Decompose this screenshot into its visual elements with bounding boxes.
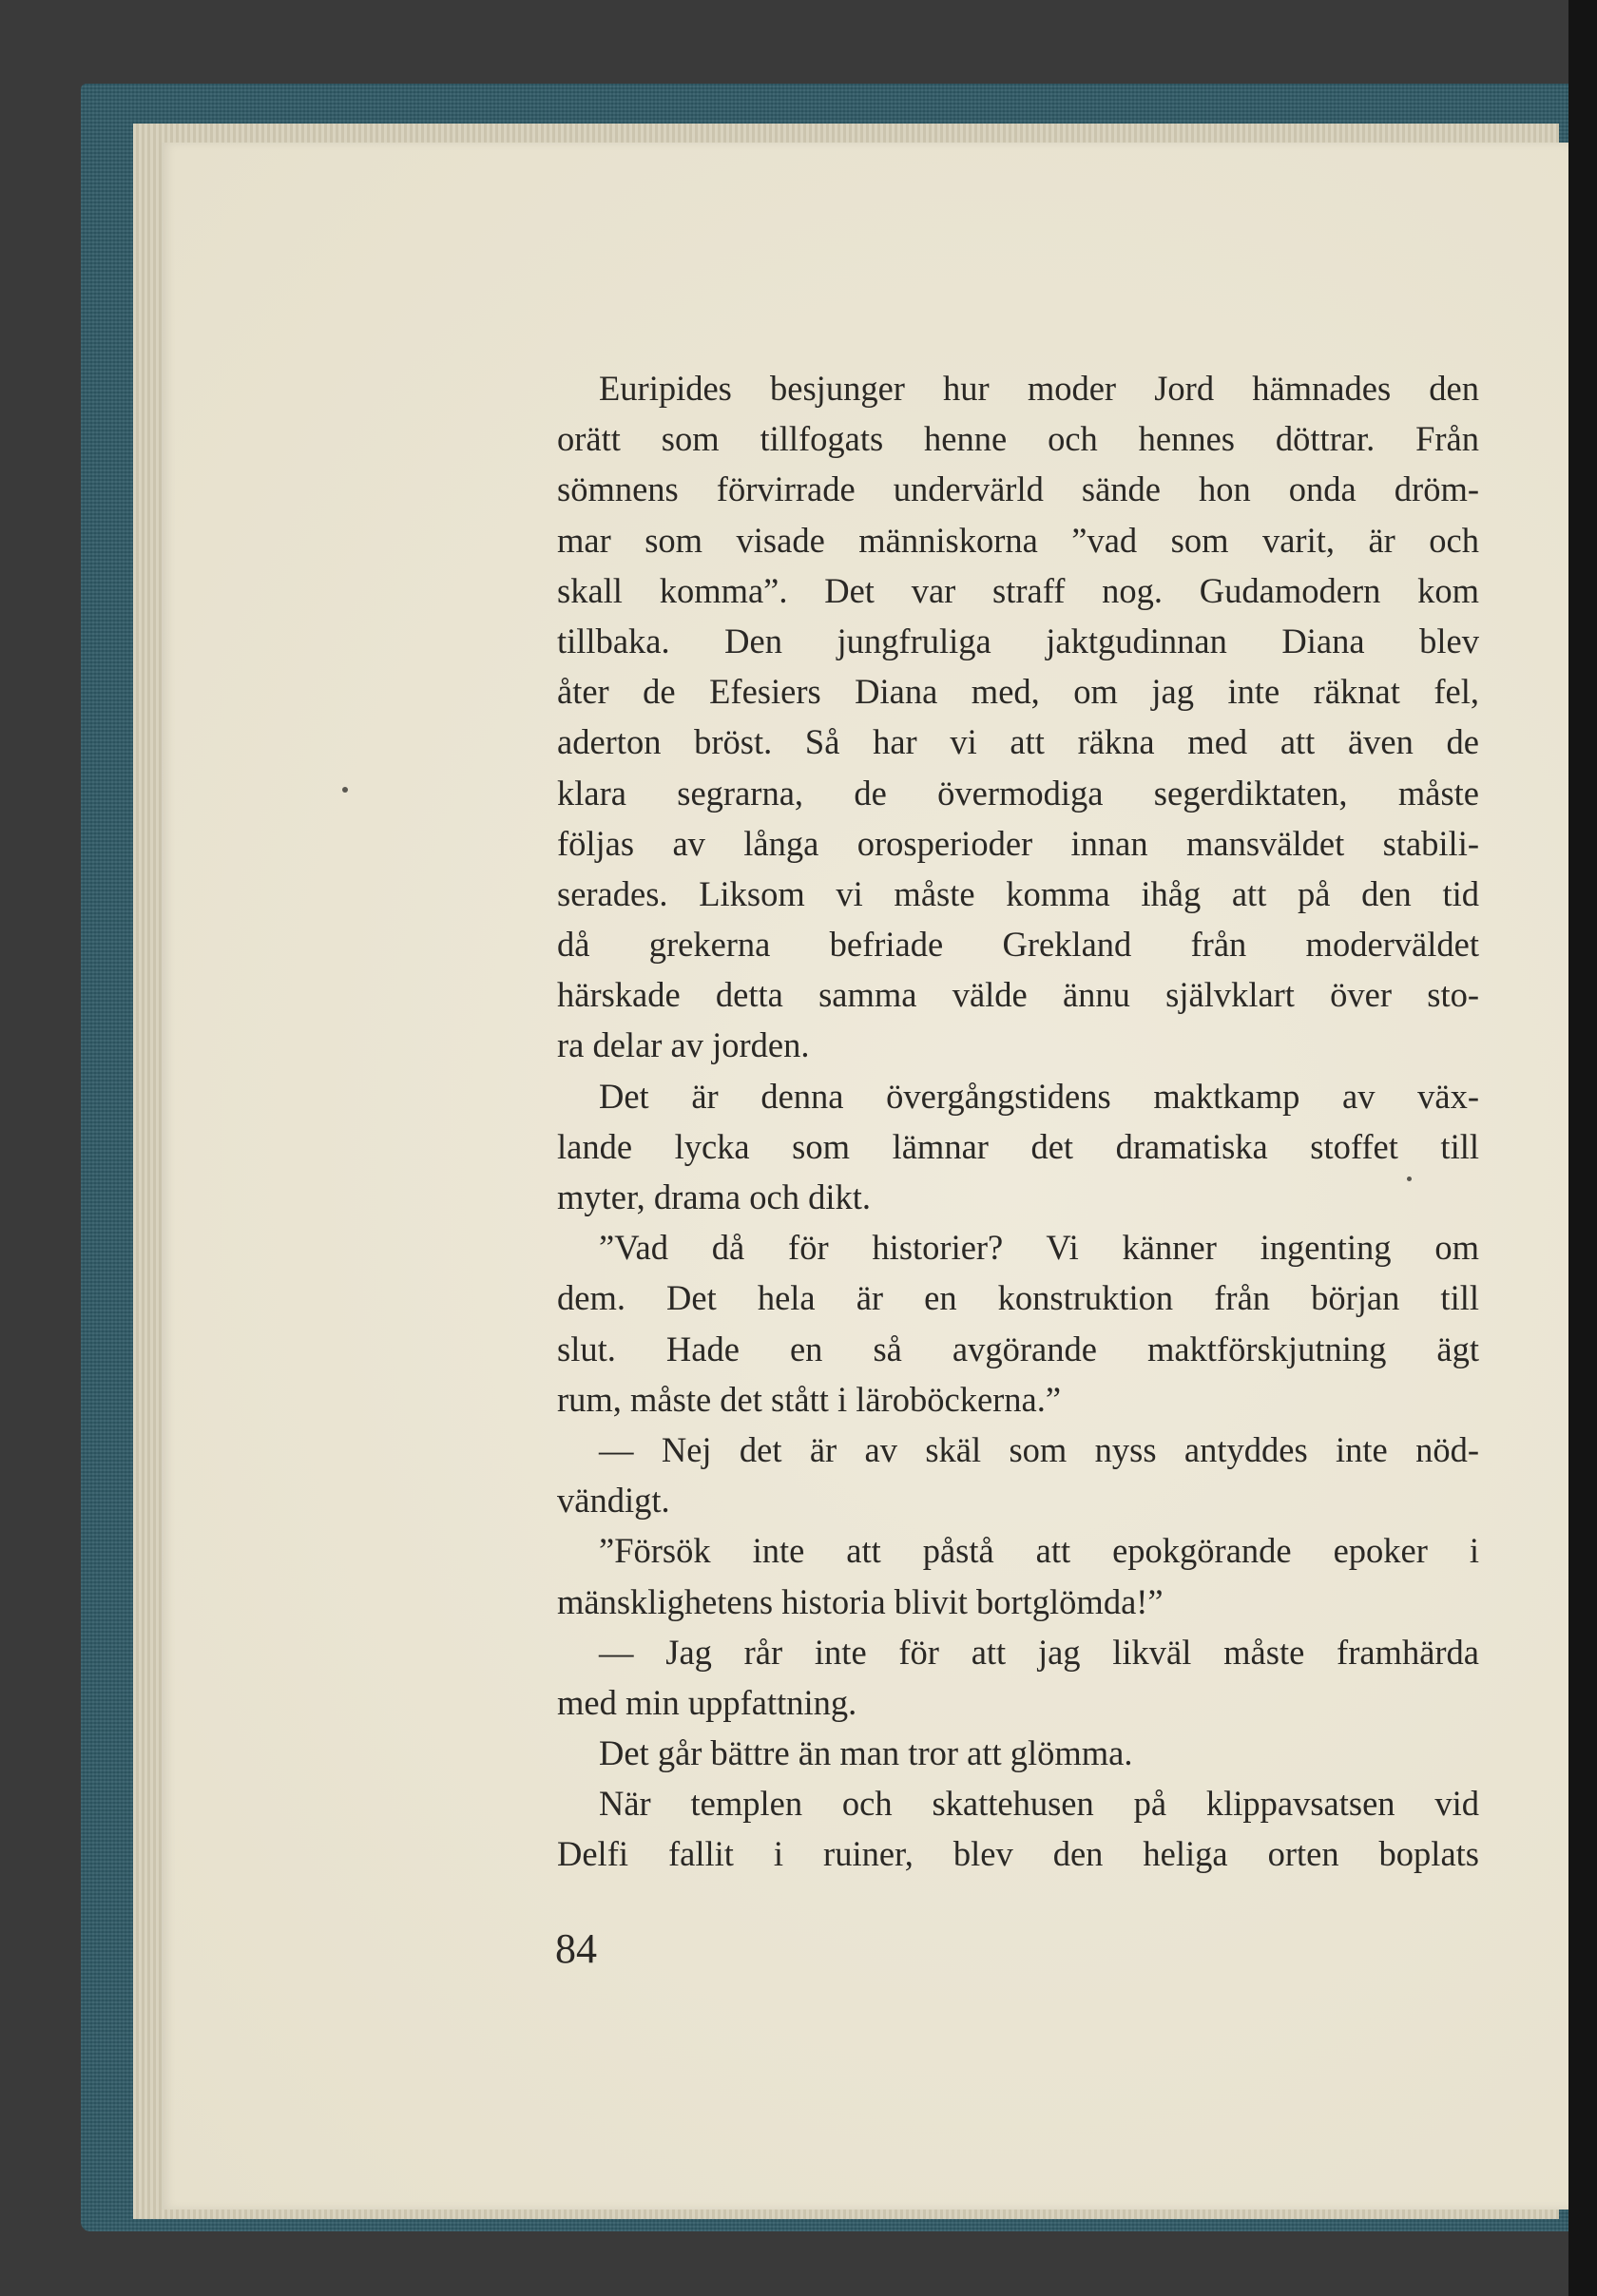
text-line: skall komma”. Det var straff nog. Gudamodern kom	[557, 570, 1479, 610]
text-line: lande lycka som lämnar det dramatiska stoffet till	[557, 1126, 1479, 1166]
body-text	[557, 363, 1479, 1880]
text-line: myter, drama och dikt.	[557, 1177, 871, 1216]
background-edge	[1568, 0, 1597, 2296]
text-line: Delfi fallit i ruiner, blev den heliga orten boplats	[557, 1834, 1479, 1874]
text-line: — Jag rår inte för att jag likväl måste framhärda	[599, 1632, 1479, 1672]
text-line: serades. Liksom vi måste komma ihåg att på den tid	[557, 873, 1479, 913]
text-line: då grekerna befriade Grekland från moderväldet	[557, 925, 1479, 965]
text-line: åter de Efesiers Diana med, om jag inte räknat fel,	[557, 672, 1479, 712]
text-line: mänsklighetens historia blivit bortglömda!”	[557, 1581, 1164, 1621]
text-line: När templen och skattehusen på klippavsatsen vid	[599, 1784, 1479, 1824]
text-line: dem. Det hela är en konstruktion från början till	[557, 1278, 1479, 1318]
text-line: — Nej det är av skäl som nyss antyddes inte nöd-	[599, 1429, 1479, 1469]
text-line: klara segrarna, de övermodiga segerdiktaten, måste	[557, 773, 1479, 813]
text-line: härskade detta samma välde ännu självklart över sto-	[557, 975, 1479, 1015]
text-line: sömnens förvirrade undervärld sände hon onda dröm-	[557, 469, 1479, 509]
text-line: vändigt.	[557, 1481, 670, 1521]
text-line: orätt som tillfogats henne och hennes döttrar. Från	[557, 419, 1479, 459]
text-line: ”Försök inte att påstå att epokgörande epoker i	[599, 1531, 1479, 1571]
text-line: följas av långa orosperioder innan mansväldet stabili-	[557, 823, 1479, 863]
text-line: Det är denna övergångstidens maktkamp av väx-	[599, 1076, 1479, 1116]
print-speck	[342, 787, 348, 793]
text-line: slut. Hade en så avgörande maktförskjutning ägt	[557, 1329, 1479, 1368]
page-number: 84	[555, 1925, 597, 1972]
text-line: Euripides besjunger hur moder Jord hämnades den	[599, 369, 1479, 408]
text-line: med min uppfattning.	[557, 1682, 857, 1722]
text-line: aderton bröst. Så har vi att räkna med att även de	[557, 722, 1479, 762]
text-line: ra delar av jorden.	[557, 1025, 810, 1065]
text-line: ”Vad då för historier? Vi känner ingenting om	[599, 1228, 1479, 1268]
text-line: tillbaka. Den jungfruliga jaktgudinnan Diana blev	[557, 621, 1479, 660]
text-line: mar som visade människorna ”vad som varit, är och	[557, 520, 1479, 560]
text-line: rum, måste det stått i läroböckerna.”	[557, 1379, 1062, 1419]
text-line: Det går bättre än man tror att glömma.	[599, 1733, 1133, 1773]
